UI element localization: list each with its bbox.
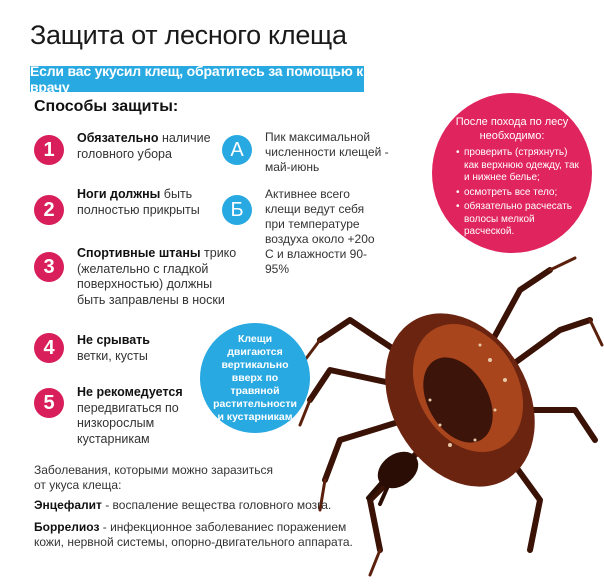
step-5-badge: 5 [34,388,64,418]
step-4-text: Не срывать ветки, кусты [77,333,150,363]
after-hike-list [456,147,584,241]
warning-banner: Если вас укусил клещ, обратитесь за помощью к врачу [30,63,364,95]
fact-b-text: Активнее всего клещи ведут себя при температуре воздуха около +20о С и влажности 90-95% [265,187,375,276]
tick-movement-text: Клещи двигаются вертикально вверх по травяной растительности и кустарникам [213,332,297,423]
step-3-badge: 3 [34,252,64,282]
step-1-text: Обязательно наличие головного убора [77,131,211,161]
step-2-text: Ноги должны быть полностью прикрыты [77,187,200,217]
after-hike-item: • обязательно расчесать волосы мелкой расческой. [456,201,584,239]
fact-a-badge: А [222,135,252,165]
step-4-badge: 4 [34,333,64,363]
fact-a-text: Пик максимальной численности клещей - май-июнь [265,130,389,174]
fact-b-badge: Б [222,195,252,225]
after-hike-item: • осмотреть все тело; [456,187,584,200]
after-hike-item: • проверить (стряхнуть) как верхнюю одежду, так и нижнее белье; [456,147,584,185]
step-3-text: Спортивные штаны трико (желательно с гладкой поверхностью) должны быть заправлены в носки [77,246,237,307]
disease-borreliosis: Боррелиоз - инфекционное заболеваниес поражением кожи, нервной системы, опорно-двигательного аппарата. [34,520,353,549]
page-title: Защита от лесного клеща [30,20,347,50]
after-hike-callout [432,93,592,253]
step-2-badge: 2 [34,195,64,225]
step-1-badge: 1 [34,135,64,165]
protection-methods-title: Способы защиты: [34,98,179,115]
tick-movement-callout [200,323,310,433]
disease-encephalitis: Энцефалит - воспаление вещества головного мозга. [34,498,332,512]
after-hike-title: После похода по лесу необходимо: [455,116,569,142]
diseases-intro: Заболевания, которыми можно заразиться от укуса клеща: [34,463,273,492]
step-5-text: Не рекомедуется передвигаться по низкорослым кустарникам [77,385,183,446]
